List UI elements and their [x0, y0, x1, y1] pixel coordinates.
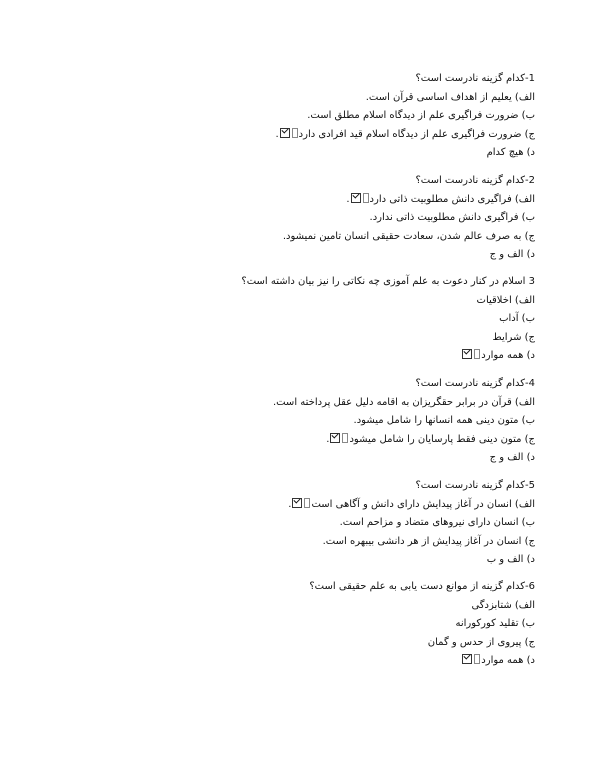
option-d: د) الف و ب [486, 554, 535, 565]
empty-box-icon [363, 193, 369, 203]
option-suffix: . [346, 193, 350, 205]
option-text: ج) متون دینی فقط پارسایان را شامل میشود [349, 433, 535, 445]
option-b: ب) ضرورت فراگیری علم از دیدگاه اسلام مطلق است. [307, 110, 535, 121]
checkbox-checked-icon[interactable] [330, 433, 340, 443]
question-title: 3 اسلام در کنار دعوت به علم آموزی چه نکاتی را نیز بیان داشته است؟ [241, 276, 535, 287]
option-c: ج) انسان در آغاز پیدایش از هر دانشی بیبهره است. [322, 535, 535, 547]
question-title: 4-کدام گزینه نادرست است؟ [415, 378, 535, 389]
option-text: ج) ضرورت فراگیری علم از دیدگاه اسلام قید افرادی دارد [298, 128, 535, 140]
question-title: 5-کدام گزینه نادرست است؟ [415, 480, 535, 491]
option-c [275, 126, 535, 145]
option-text: د) همه موارد [481, 655, 535, 666]
option-c: ج) پیروی از حدس و گمان [427, 636, 535, 648]
question-2 [283, 172, 535, 265]
option-c [273, 431, 535, 450]
option-suffix: . [275, 128, 279, 140]
option-a: الف) اخلاقیات [476, 294, 535, 306]
option-d [241, 347, 535, 366]
option-d: د) الف و ج [489, 249, 535, 260]
option-a [283, 191, 535, 210]
option-a: الف) یعلیم از اهداف اساسی قرآن است. [365, 91, 535, 103]
option-b: ب) فراگیری دانش مطلوبیت ذاتی ندارد. [369, 212, 535, 223]
option-c: ج) شرایط [492, 331, 535, 343]
checkbox-checked-icon[interactable] [462, 654, 472, 664]
empty-box-icon [304, 498, 310, 508]
checkbox-checked-icon[interactable] [351, 193, 361, 203]
question-1 [275, 70, 535, 163]
empty-box-icon [292, 128, 298, 138]
option-text: الف) فراگیری دانش مطلوبیت ذاتی دارد [369, 193, 535, 205]
checkbox-checked-icon[interactable] [462, 349, 472, 359]
option-a: الف) شتابزدگی [471, 599, 535, 611]
option-text: الف) انسان در آغاز پیدایش دارای دانش و آگاهی است [311, 498, 535, 510]
question-title: 1-کدام گزینه نادرست است؟ [415, 73, 535, 84]
option-a [288, 496, 535, 515]
question-title: 6-کدام گزینه از موانع دست یابی به علم حقیقی است؟ [309, 581, 535, 592]
empty-box-icon [474, 654, 480, 664]
checkbox-checked-icon[interactable] [280, 128, 290, 138]
question-6 [309, 578, 535, 671]
option-b: ب) متون دینی همه انسانها را شامل میشود. [353, 415, 535, 426]
option-suffix: . [326, 433, 330, 445]
checkbox-checked-icon[interactable] [292, 498, 302, 508]
option-c: ج) به صرف عالم شدن، سعادت حقیقی انسان تامین نمیشود. [282, 230, 535, 242]
question-5 [288, 477, 535, 570]
option-d: د) هیچ کدام [486, 147, 535, 158]
option-text: د) همه موارد [481, 350, 535, 361]
option-b: ب) انسان دارای نیروهای متضاد و مزاحم است. [339, 517, 535, 528]
option-d: د) الف و ج [489, 452, 535, 463]
question-3 [241, 273, 535, 366]
option-d [309, 652, 535, 671]
option-a: الف) قرآن در برابر حقگریزان به اقامه دلیل عقل پرداخته است. [272, 396, 535, 408]
question-title: 2-کدام گزینه نادرست است؟ [415, 175, 535, 186]
question-4 [273, 375, 535, 468]
option-b: ب) تقلید کورکورانه [455, 618, 535, 629]
option-suffix: . [288, 498, 292, 510]
option-b: ب) آداب [499, 313, 535, 324]
empty-box-icon [342, 433, 348, 443]
empty-box-icon [474, 349, 480, 359]
